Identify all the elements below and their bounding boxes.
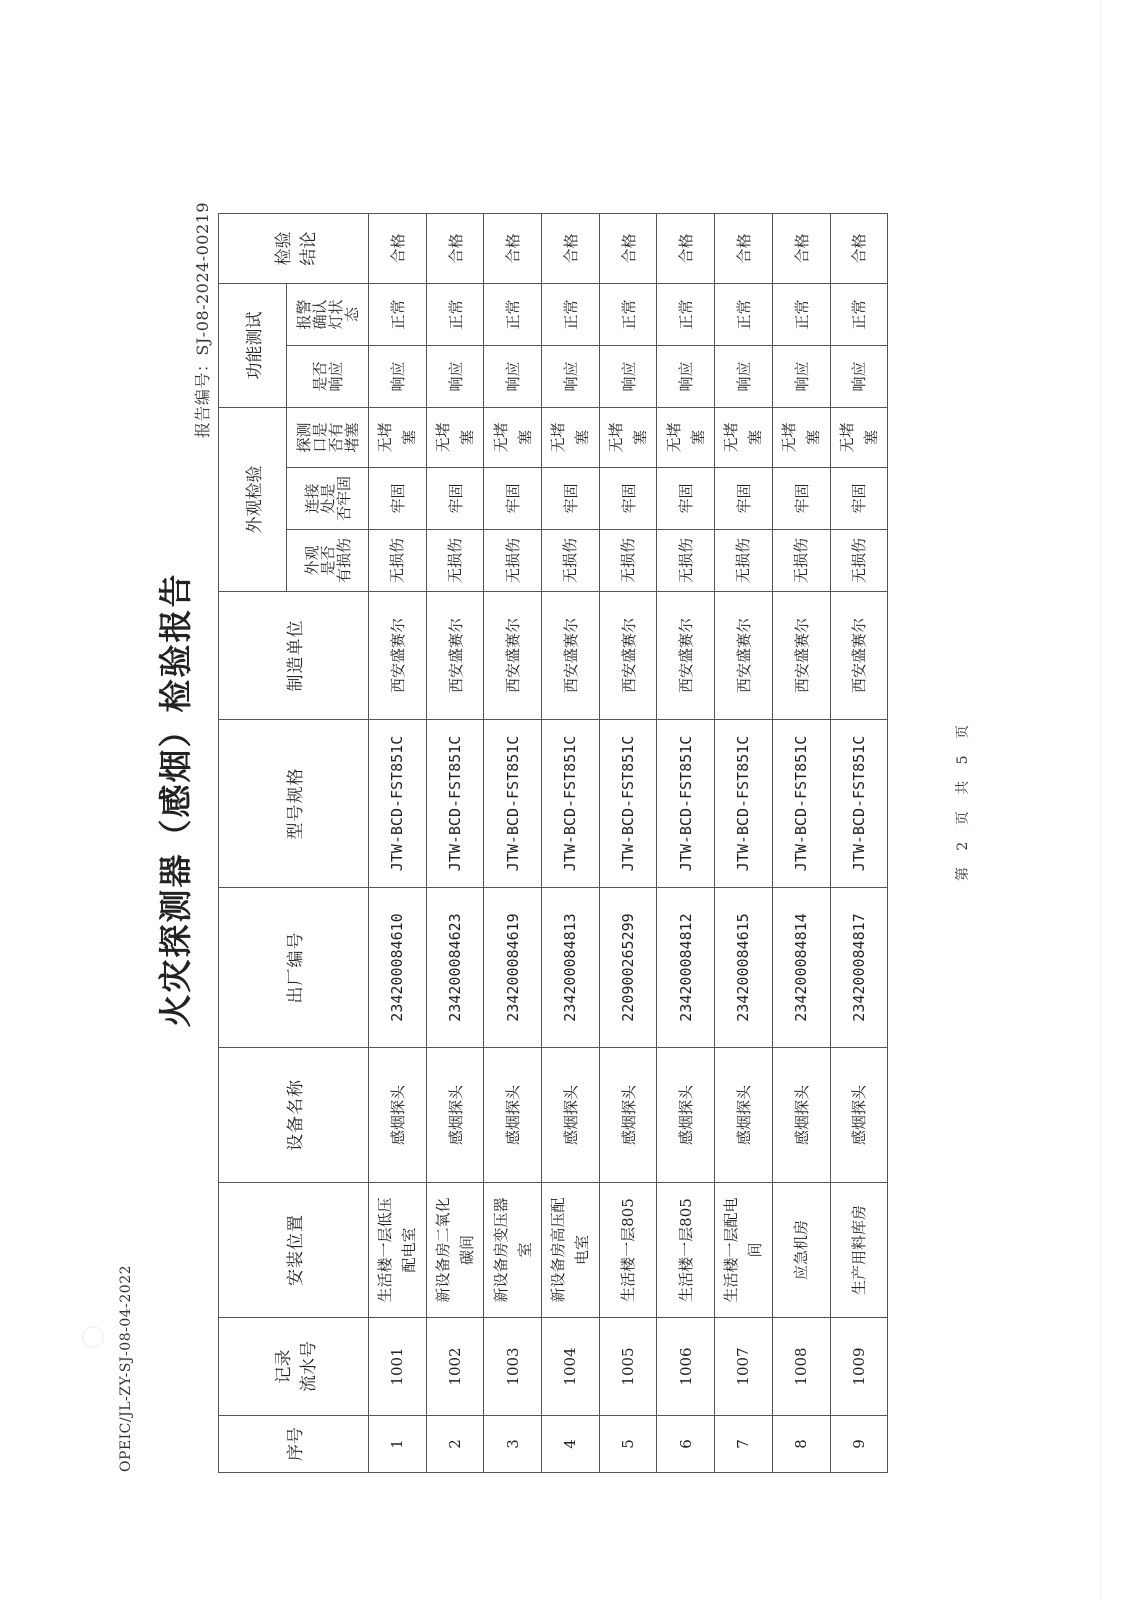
cell-function-alarm-light: 正常 [426,284,484,346]
cell-conclusion: 合格 [715,214,773,284]
cell-appearance-damage: 无损伤 [772,530,830,592]
cell-function-alarm-light: 正常 [599,284,657,346]
inspection-table [218,213,888,1473]
document-code: OPEIC/JL-ZY-SJ-08-04-2022 [118,1264,134,1472]
cell-appearance-damage: 无损伤 [484,530,542,592]
cell-device: 感烟探头 [426,1048,484,1183]
header-text-line: 否牢固 [334,476,353,522]
cell-function-response: 响应 [542,346,600,408]
cell-maker: 西安盛赛尔 [484,592,542,720]
cell-device: 感烟探头 [715,1048,773,1183]
cell-conclusion: 合格 [830,214,888,284]
cell-appearance-damage: 无损伤 [830,530,888,592]
header-appearance-blockage [287,408,369,468]
cell-model: JTW-BCD-FST851C [484,720,542,888]
cell-location: 生活楼一层低压配电室 [369,1183,427,1318]
cell-function-alarm-light: 正常 [772,284,830,346]
cell-function-response: 响应 [599,346,657,408]
header-record-no-line1: 记录 [273,1349,294,1384]
cell-serial: 234200084813 [542,888,600,1048]
header-maker: 制造单位 [219,592,369,720]
header-text-line: 态 [342,307,361,323]
table-body [369,214,888,1473]
cell-appearance-damage: 无损伤 [426,530,484,592]
cell-seq: 9 [830,1416,888,1473]
cell-seq: 5 [599,1416,657,1473]
header-text-line: 外观 [302,545,321,576]
cell-appearance-connection: 牢固 [830,468,888,530]
cell-function-response: 响应 [657,346,715,408]
cell-model: JTW-BCD-FST851C [542,720,600,888]
cell-model: JTW-BCD-FST851C [830,720,888,888]
header-text-line: 口是 [310,422,329,453]
cell-record-no: 1008 [772,1318,830,1416]
watermark-stamp: ◯ [75,1320,110,1355]
report-number: 报告编号：SJ-08-2024-00219 [193,202,212,439]
cell-location: 生活楼一层配电间 [715,1183,773,1318]
cell-location: 新设备房变压器室 [484,1183,542,1318]
header-appearance-connection [287,468,369,530]
cell-conclusion: 合格 [599,214,657,284]
header-text-line: 是否 [318,545,337,576]
cell-function-response: 响应 [830,346,888,408]
cell-model: JTW-BCD-FST851C [599,720,657,888]
cell-appearance-damage: 无损伤 [599,530,657,592]
cell-maker: 西安盛赛尔 [830,592,888,720]
cell-device: 感烟探头 [772,1048,830,1183]
cell-conclusion: 合格 [426,214,484,284]
cell-function-alarm-light: 正常 [715,284,773,346]
header-text-line: 是否 [310,361,329,392]
header-appearance-damage [287,530,369,592]
cell-seq: 2 [426,1416,484,1473]
cell-maker: 西安盛赛尔 [772,592,830,720]
cell-conclusion: 合格 [484,214,542,284]
cell-model: JTW-BCD-FST851C [369,720,427,888]
cell-appearance-blockage: 无堵塞 [599,408,657,468]
header-conclusion-line1: 检验 [273,231,294,266]
cell-model: JTW-BCD-FST851C [426,720,484,888]
cell-function-response: 响应 [715,346,773,408]
header-text-line: 处是 [318,483,337,514]
cell-maker: 西安盛赛尔 [542,592,600,720]
header-conclusion [219,214,369,284]
header-appearance: 外观检验 [219,408,287,592]
cell-appearance-damage: 无损伤 [369,530,427,592]
header-text-line: 堵塞 [342,422,361,453]
cell-device: 感烟探头 [599,1048,657,1183]
cell-appearance-damage: 无损伤 [657,530,715,592]
cell-device: 感烟探头 [657,1048,715,1183]
cell-conclusion: 合格 [772,214,830,284]
cell-location: 生产用料库房 [830,1183,888,1318]
header-function-alarm-light [287,284,369,346]
table-row [484,214,542,1473]
cell-location: 生活楼一层805 [657,1183,715,1318]
cell-function-alarm-light: 正常 [542,284,600,346]
cell-appearance-blockage: 无堵塞 [484,408,542,468]
cell-appearance-connection: 牢固 [542,468,600,530]
cell-serial: 234200084814 [772,888,830,1048]
cell-appearance-connection: 牢固 [599,468,657,530]
cell-device: 感烟探头 [830,1048,888,1183]
cell-function-response: 响应 [426,346,484,408]
cell-record-no: 1001 [369,1318,427,1416]
cell-appearance-blockage: 无堵塞 [542,408,600,468]
cell-appearance-connection: 牢固 [484,468,542,530]
cell-function-response: 响应 [369,346,427,408]
table-row [599,214,657,1473]
header-seq: 序号 [219,1416,369,1473]
header-text-line: 报警 [294,299,313,330]
cell-appearance-damage: 无损伤 [715,530,773,592]
cell-conclusion: 合格 [657,214,715,284]
table-row [772,214,830,1473]
cell-location: 新设备房二氧化碳间 [426,1183,484,1318]
cell-record-no: 1003 [484,1318,542,1416]
cell-appearance-connection: 牢固 [715,468,773,530]
table-row [830,214,888,1473]
header-text-line: 有损伤 [334,538,353,584]
header-text-line: 探测 [294,422,313,453]
header-text-line: 否有 [326,422,345,453]
cell-seq: 7 [715,1416,773,1473]
header-row-1 [219,214,287,1473]
header-function-response [287,346,369,408]
table-row [715,214,773,1473]
cell-seq: 4 [542,1416,600,1473]
cell-appearance-blockage: 无堵塞 [830,408,888,468]
cell-serial: 234200084812 [657,888,715,1048]
cell-location: 新设备房高压配电室 [542,1183,600,1318]
cell-serial: 234200084610 [369,888,427,1048]
cell-function-alarm-light: 正常 [369,284,427,346]
cell-maker: 西安盛赛尔 [657,592,715,720]
header-model: 型号规格 [219,720,369,888]
cell-record-no: 1006 [657,1318,715,1416]
cell-function-alarm-light: 正常 [484,284,542,346]
page-title: 火灾探测器（感烟）检验报告 [156,572,195,1028]
cell-serial: 234200084817 [830,888,888,1048]
cell-maker: 西安盛赛尔 [426,592,484,720]
header-conclusion-line2: 结论 [298,231,319,266]
table-row [657,214,715,1473]
header-serial: 出厂编号 [219,888,369,1048]
cell-function-alarm-light: 正常 [657,284,715,346]
header-record-no-line2: 流水号 [298,1341,319,1392]
cell-appearance-blockage: 无堵塞 [715,408,773,468]
header-record-no [219,1318,369,1416]
cell-appearance-connection: 牢固 [426,468,484,530]
cell-serial: 234200084623 [426,888,484,1048]
cell-appearance-damage: 无损伤 [542,530,600,592]
cell-conclusion: 合格 [542,214,600,284]
cell-appearance-blockage: 无堵塞 [426,408,484,468]
header-text-line: 响应 [326,361,345,392]
cell-conclusion: 合格 [369,214,427,284]
header-text-line: 灯状 [326,299,345,330]
cell-device: 感烟探头 [542,1048,600,1183]
cell-appearance-blockage: 无堵塞 [772,408,830,468]
cell-appearance-blockage: 无堵塞 [369,408,427,468]
cell-maker: 西安盛赛尔 [715,592,773,720]
header-text-line: 确认 [310,299,329,330]
header-location: 安装位置 [219,1183,369,1318]
cell-appearance-connection: 牢固 [657,468,715,530]
cell-maker: 西安盛赛尔 [599,592,657,720]
cell-record-no: 1005 [599,1318,657,1416]
cell-serial: 220900265299 [599,888,657,1048]
header-function: 功能测试 [219,284,287,408]
cell-model: JTW-BCD-FST851C [657,720,715,888]
cell-record-no: 1002 [426,1318,484,1416]
scan-line [1100,0,1101,1600]
cell-maker: 西安盛赛尔 [369,592,427,720]
cell-appearance-blockage: 无堵塞 [657,408,715,468]
cell-seq: 8 [772,1416,830,1473]
cell-record-no: 1007 [715,1318,773,1416]
cell-location: 应急机房 [772,1183,830,1318]
cell-record-no: 1004 [542,1318,600,1416]
cell-function-response: 响应 [484,346,542,408]
cell-device: 感烟探头 [484,1048,542,1183]
cell-device: 感烟探头 [369,1048,427,1183]
header-text-line: 连接 [302,483,321,514]
table-row [369,214,427,1473]
cell-record-no: 1009 [830,1318,888,1416]
table-row [542,214,600,1473]
page-footer: 第 2 页 共 5 页 [955,718,971,882]
cell-serial: 234200084615 [715,888,773,1048]
cell-serial: 234200084619 [484,888,542,1048]
table-row [426,214,484,1473]
header-device: 设备名称 [219,1048,369,1183]
cell-location: 生活楼一层805 [599,1183,657,1318]
cell-seq: 6 [657,1416,715,1473]
cell-model: JTW-BCD-FST851C [715,720,773,888]
cell-appearance-connection: 牢固 [772,468,830,530]
cell-function-alarm-light: 正常 [830,284,888,346]
cell-model: JTW-BCD-FST851C [772,720,830,888]
cell-seq: 3 [484,1416,542,1473]
cell-seq: 1 [369,1416,427,1473]
cell-function-response: 响应 [772,346,830,408]
cell-appearance-connection: 牢固 [369,468,427,530]
